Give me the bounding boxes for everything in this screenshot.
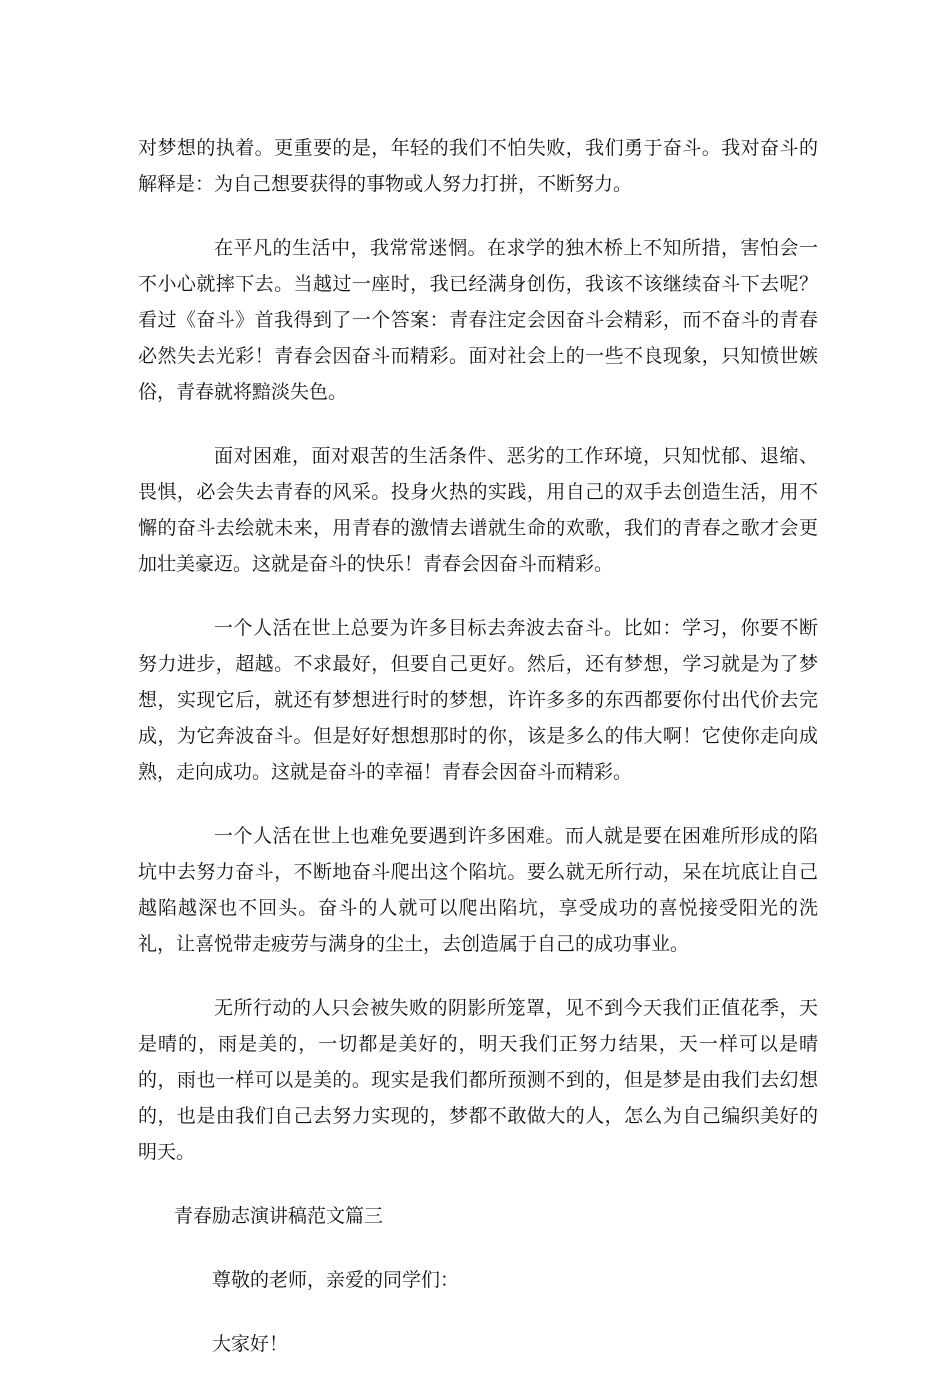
greeting: 大家好！ <box>212 1333 289 1355</box>
salutation: 尊敬的老师，亲爱的同学们： <box>212 1269 460 1291</box>
paragraph: 一个人活在世上总要为许多目标去奔波去奋斗。比如：学习，你要不断努力进步，超越。不求最好，但要自己更好。然后，还有梦想，学习就是为了梦想，实现它后，就还有梦想进行时的梦想，许许多多的东西都要你付出代价去完成，为它奔波奋斗。但是好好想想那时的你，该是多么的伟大啊！它使你走向成熟，走向成功。这就是奋斗的幸福！青春会因奋斗而精彩。 <box>138 617 818 783</box>
paragraph: 一个人活在世上也难免要遇到许多困难。而人就是要在困难所形成的陷坑中去努力奋斗，不断地奋斗爬出这个陷坑。要么就无所行动，呆在坑底让自己越陷越深也不回头。奋斗的人就可以爬出陷坑，享受成功的喜悦接受阳光的洗礼，让喜悦带走疲劳与满身的尘土，去创造属于自己的成功事业。 <box>138 825 818 955</box>
section-title: 青春励志演讲稿范文篇三 <box>174 1205 384 1227</box>
paragraph: 在平凡的生活中，我常常迷惘。在求学的独木桥上不知所措，害怕会一不小心就摔下去。当越过一座时，我已经满身创伤，我该不该继续奋斗下去呢？看过《奋斗》首我得到了一个答案：青春注定会因奋斗会精彩，而不奋斗的青春必然失去光彩！青春会因奋斗而精彩。面对社会上的一些不良现象，只知愤世嫉俗，青春就将黯淡失色。 <box>138 237 818 403</box>
paragraph: 面对困难，面对艰苦的生活条件、恶劣的工作环境，只知忧郁、退缩、畏惧，必会失去青春的风采。投身火热的实践，用自己的双手去创造生活，用不懈的奋斗去绘就未来，用青春的激情去谱就生命的欢歌，我们的青春之歌才会更加壮美豪迈。这就是奋斗的快乐！青春会因奋斗而精彩。 <box>138 445 818 575</box>
paragraph-continued: 对梦想的执着。更重要的是，年轻的我们不怕失败，我们勇于奋斗。我对奋斗的解释是：为自己想要获得的事物或人努力打拼，不断努力。 <box>138 137 818 195</box>
paragraph: 无所行动的人只会被失败的阴影所笼罩，见不到今天我们正值花季，天是晴的，雨是美的，一切都是美好的，明天我们正努力结果，天一样可以是晴的，雨也一样可以是美的。现实是我们都所预测不到的，但是梦是由我们去幻想的，也是由我们自己去努力实现的，梦都不敢做大的人，怎么为自己编织美好的明天。 <box>138 997 818 1163</box>
document-body <box>138 130 818 1390</box>
